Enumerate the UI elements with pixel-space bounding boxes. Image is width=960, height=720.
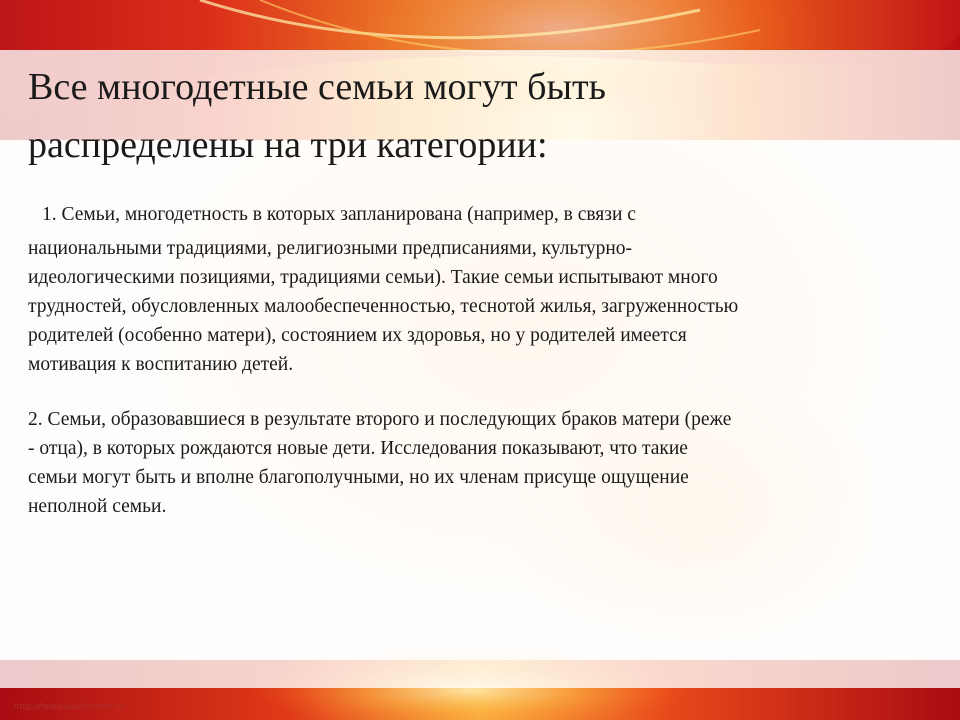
slide-title [28, 58, 928, 174]
paragraph-2-line: 2. Семьи, образовавшиеся в результате второго и последующих браков матери (реже [28, 409, 732, 430]
paragraph-gap [28, 379, 908, 405]
title-line-1: Все многодетные семьи могут быть [28, 66, 606, 108]
paragraph-2-line: - отца), в которых рождаются новые дети. Исследования показывают, что такие [28, 438, 688, 459]
paragraph-1-line: 1. Семьи, многодетность в которых запланирована (например, в связи с [42, 204, 636, 225]
paragraph-1-line: национальными традициями, религиозными предписаниями, культурно- [28, 238, 633, 259]
paragraph-2-line: неполной семьи. [28, 496, 167, 517]
title-line-2: распределены на три категории: [28, 124, 548, 166]
paragraph-1-line: идеологическими позициями, традициями семьи). Такие семьи испытывают много [28, 267, 718, 288]
paragraph-1 [28, 200, 908, 379]
paragraph-2 [28, 405, 908, 521]
paragraph-1-line: мотивация к воспитанию детей. [28, 354, 294, 375]
paragraph-1-line: трудностей, обусловленных малообеспеченностью, теснотой жилья, загруженностью [28, 296, 739, 317]
slide-body [28, 200, 908, 521]
paragraph-2-line: семьи могут быть и вполне благополучными, но их членам присуще ощущение [28, 467, 689, 488]
footer-url[interactable]: http://fondeinesstonenik.ru/ [14, 702, 126, 711]
paragraph-1-line: родителей (особенно матери), состоянием их здоровья, но у родителей имеется [28, 325, 687, 346]
